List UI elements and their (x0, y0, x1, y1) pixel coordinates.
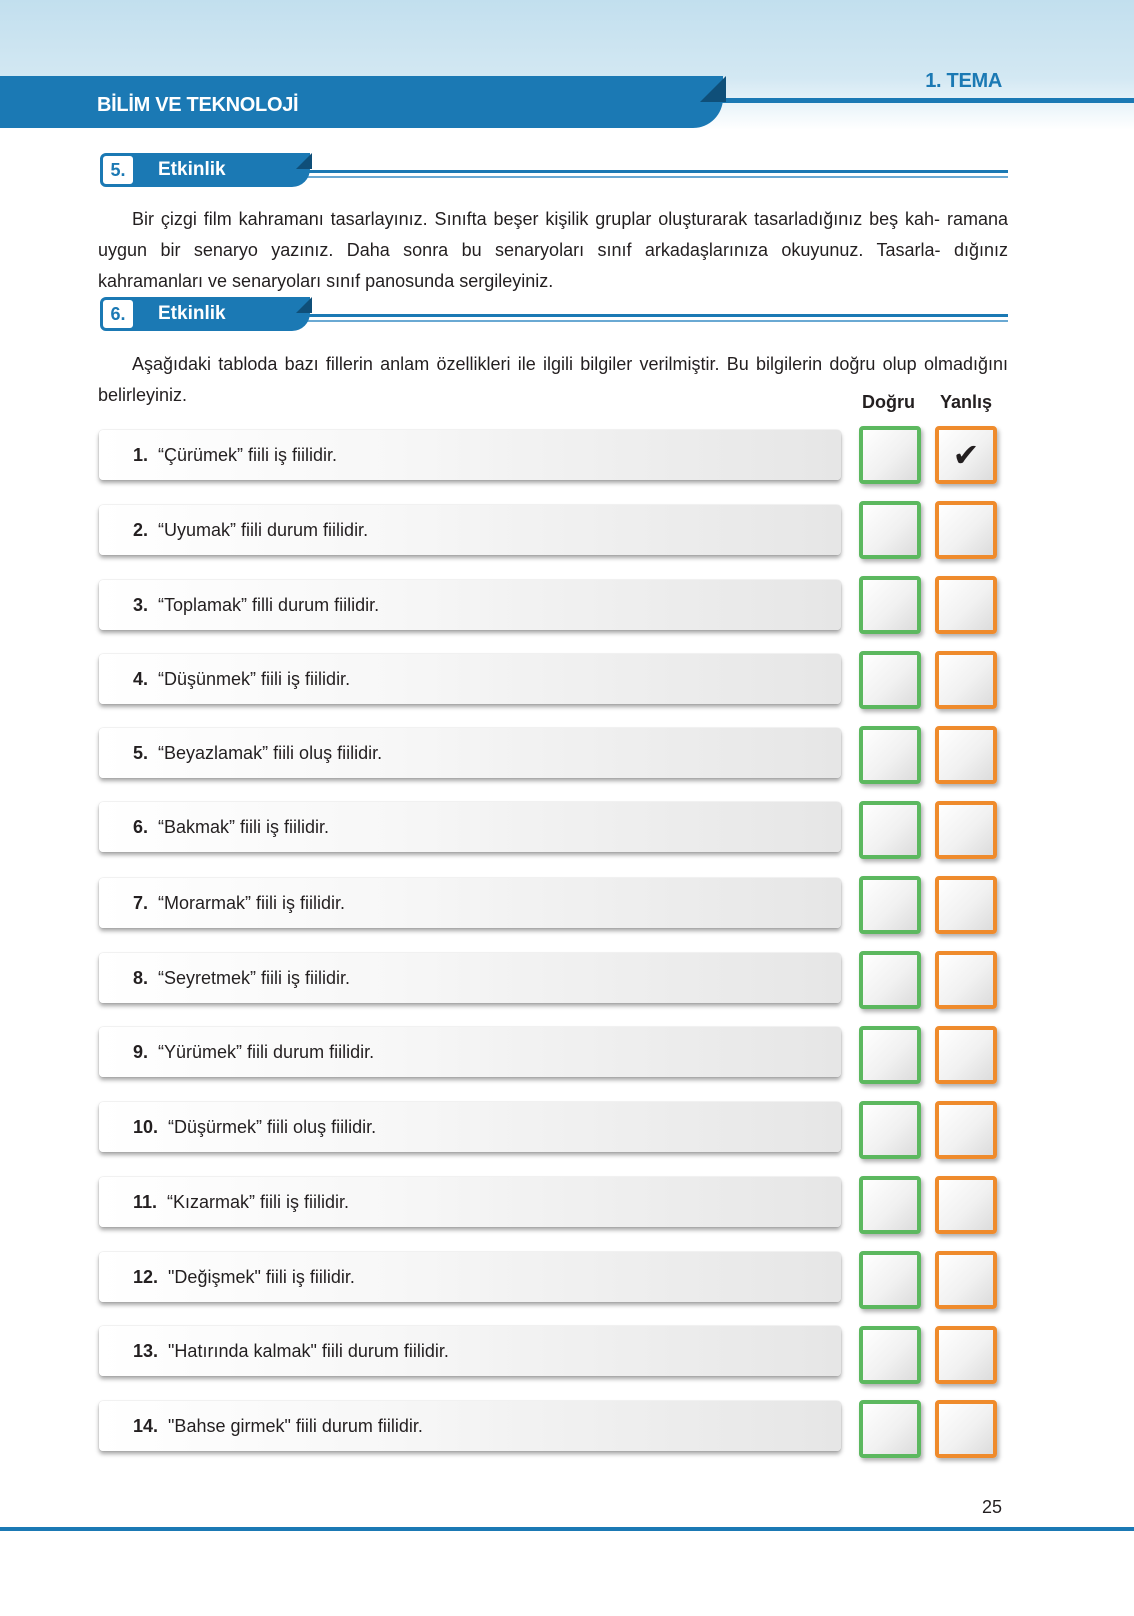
heading-rule-thin (300, 320, 1008, 322)
footer-rule (0, 1527, 1134, 1531)
statement-number: 8. (133, 967, 149, 988)
table-row (99, 505, 841, 555)
true-checkbox[interactable] (859, 1026, 921, 1084)
activity-6-heading (100, 297, 1008, 333)
theme-number: 1. TEMA (925, 70, 1002, 92)
statement-text (133, 505, 368, 555)
table-row (99, 1177, 841, 1227)
statement-text (133, 1102, 376, 1152)
table-row (99, 654, 841, 704)
statement-number: 6. (133, 816, 149, 837)
false-checkbox[interactable] (935, 1026, 997, 1084)
statement-text (133, 654, 350, 704)
table-row (99, 953, 841, 1003)
table-row (99, 728, 841, 778)
true-checkbox[interactable] (859, 1101, 921, 1159)
statement-text (133, 953, 350, 1003)
statement-text (133, 1177, 349, 1227)
statement-number: 11. (133, 1191, 158, 1212)
statement-text (133, 878, 345, 928)
statement-label: “Yürümek” fiili durum fiilidir. (158, 1041, 375, 1062)
table-row (99, 1252, 841, 1302)
table-row (99, 878, 841, 928)
statement-label: “Düşürmek” fiili oluş fiilidir. (168, 1116, 377, 1137)
statement-text (133, 580, 379, 630)
activity-label: Etkinlik (158, 303, 226, 324)
false-checkbox[interactable] (935, 1176, 997, 1234)
activity-5-heading (100, 153, 1008, 189)
statement-label: “Seyretmek” fiili iş fiilidir. (158, 967, 351, 988)
false-checkbox[interactable] (935, 1251, 997, 1309)
true-checkbox[interactable] (859, 1326, 921, 1384)
statement-text (133, 728, 382, 778)
true-checkbox[interactable] (859, 1400, 921, 1458)
statement-number: 5. (133, 742, 149, 763)
activity-number: 5. (100, 153, 136, 187)
false-checkbox[interactable] (935, 576, 997, 634)
statement-text (133, 1252, 355, 1302)
true-checkbox[interactable] (859, 426, 921, 484)
page-number: 25 (982, 1497, 1003, 1517)
statement-text (133, 1326, 449, 1376)
activity-label: Etkinlik (158, 159, 226, 180)
statement-label: “Bakmak” fiili iş fiilidir. (158, 816, 330, 837)
table-row (99, 430, 841, 480)
statement-label: "Hatırında kalmak" fiili durum fiilidir. (168, 1340, 449, 1361)
statement-text (133, 1027, 374, 1077)
true-checkbox[interactable] (859, 1176, 921, 1234)
statement-label: “Uyumak” fiili durum fiilidir. (158, 519, 369, 540)
statement-label: "Değişmek" fiili iş fiilidir. (168, 1266, 355, 1287)
column-header-false: Yanlış (940, 392, 993, 412)
statement-number: 2. (133, 519, 149, 540)
false-checkbox[interactable] (935, 726, 997, 784)
column-header-true: Doğru (862, 392, 915, 412)
statement-label: “Düşünmek” fiili iş fiilidir. (158, 668, 351, 689)
statement-text (133, 430, 337, 480)
heading-rule (300, 314, 1008, 317)
statement-label: "Bahse girmek" fiili durum fiilidir. (168, 1415, 423, 1436)
false-checkbox[interactable] (935, 951, 997, 1009)
true-checkbox[interactable] (859, 576, 921, 634)
statement-number: 3. (133, 594, 149, 615)
false-checkbox[interactable] (935, 426, 997, 484)
table-row (99, 1326, 841, 1376)
statement-text (133, 1401, 423, 1451)
statement-number: 7. (133, 892, 149, 913)
false-checkbox[interactable] (935, 651, 997, 709)
false-checkbox[interactable] (935, 1326, 997, 1384)
statement-number: 9. (133, 1041, 149, 1062)
theme-title: BİLİM VE TEKNOLOJİ (97, 94, 299, 116)
statement-number: 14. (133, 1415, 159, 1436)
statement-label: “Morarmak” fiili iş fiilidir. (158, 892, 346, 913)
paragraph-line: ramana uygun bir senaryo yazınız. Daha sonra bu senaryoları sınıf arkadaşlarınıza okuyunuz. Tasarla- (98, 209, 1008, 260)
statement-number: 12. (133, 1266, 159, 1287)
false-checkbox[interactable] (935, 1400, 997, 1458)
table-row (99, 1102, 841, 1152)
check-mark-icon: ✔ (952, 437, 980, 473)
statement-text (133, 802, 329, 852)
statement-label: “Beyazlamak” fiili oluş fiilidir. (158, 742, 383, 763)
false-checkbox[interactable] (935, 501, 997, 559)
table-row (99, 580, 841, 630)
true-checkbox[interactable] (859, 726, 921, 784)
true-checkbox[interactable] (859, 651, 921, 709)
theme-tab-fold (700, 76, 726, 102)
false-checkbox[interactable] (935, 801, 997, 859)
heading-rule (300, 170, 1008, 173)
statement-label: “Kızarmak” fiili iş fiilidir. (167, 1191, 350, 1212)
table-row (99, 1027, 841, 1077)
true-checkbox[interactable] (859, 501, 921, 559)
activity-number: 6. (100, 297, 136, 331)
true-checkbox[interactable] (859, 951, 921, 1009)
paragraph-line: Bir çizgi film kahramanı tasarlayınız. Sınıfta beşer kişilik gruplar oluşturarak tasarladığınız beş kah- (132, 209, 941, 229)
heading-rule-thin (300, 176, 1008, 178)
statement-number: 10. (133, 1116, 159, 1137)
paragraph-line: Aşağıdaki tabloda bazı fillerin anlam özellikleri ile ilgili bilgiler verilmiştir. Bu bilgilerin doğru olup (132, 354, 917, 374)
activity-5-text (98, 204, 1008, 297)
true-checkbox[interactable] (859, 1251, 921, 1309)
true-checkbox[interactable] (859, 876, 921, 934)
false-checkbox[interactable] (935, 1101, 997, 1159)
false-checkbox[interactable] (935, 876, 997, 934)
statement-label: “Toplamak” filli durum fiilidir. (158, 594, 380, 615)
heading-bar-fold (296, 297, 312, 313)
statement-number: 13. (133, 1340, 159, 1361)
header-rule (700, 98, 1134, 103)
statement-label: “Çürümek” fiili iş fiilidir. (158, 444, 338, 465)
paragraph-line: olmadığını belirleyiniz. (98, 354, 1008, 405)
table-row (99, 1401, 841, 1451)
heading-bar-fold (296, 153, 312, 169)
statement-number: 1. (133, 444, 149, 465)
paragraph-line: dığınız kahramanları ve senaryoları sınıf panosunda sergileyiniz. (98, 240, 1008, 291)
true-checkbox[interactable] (859, 801, 921, 859)
table-row (99, 802, 841, 852)
statement-number: 4. (133, 668, 149, 689)
